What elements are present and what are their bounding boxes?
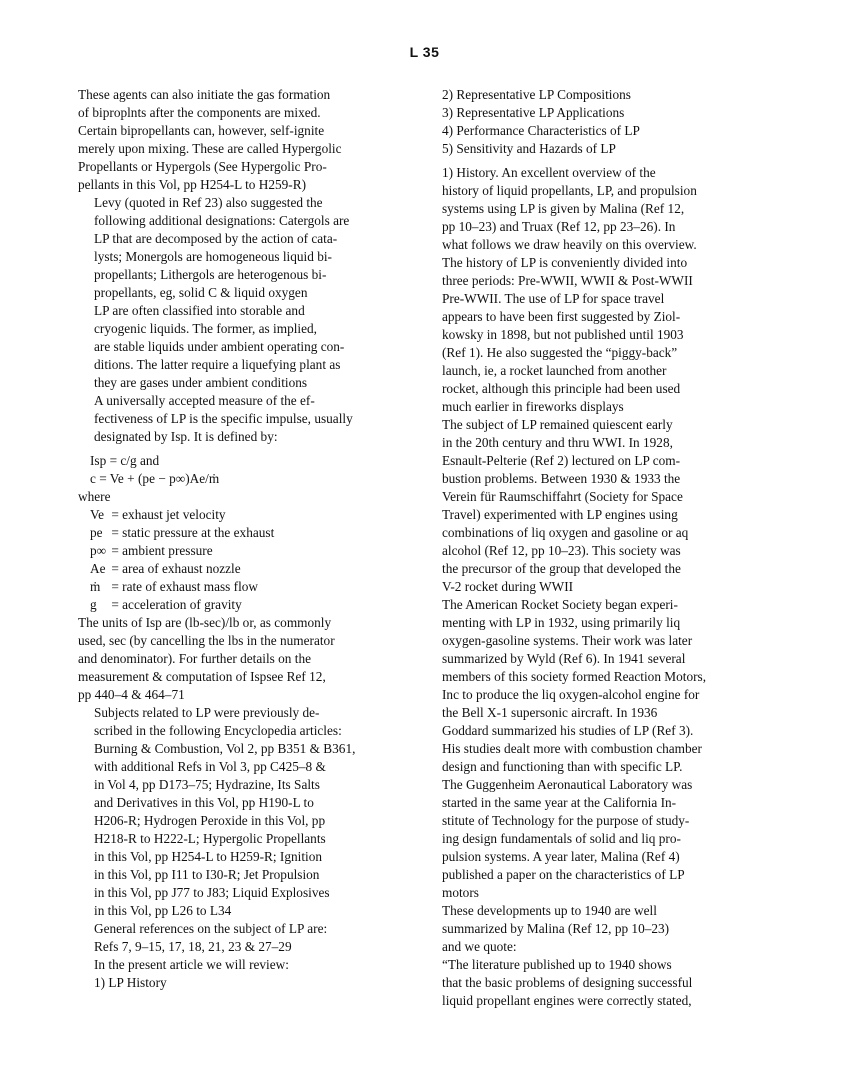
right-paragraph-4: [426, 596, 726, 902]
text-line: 3) Representative LP Applications: [442, 105, 625, 120]
text-line: propellants; Lithergols are heterogenous bi-: [94, 267, 327, 282]
text-line: pulsion systems. A year later, Malina (Ref 4): [442, 849, 680, 864]
left-paragraph-5: [78, 614, 398, 704]
text-line: Goddard summarized his studies of LP (Ref 3).: [442, 723, 694, 738]
text-line: pp 440–4 & 464–71: [78, 687, 185, 702]
text-line: H206-R; Hydrogen Peroxide in this Vol, pp: [94, 813, 326, 828]
text-line: General references on the subject of LP are:: [94, 921, 328, 936]
text-line: summarized by Wyld (Ref 6). In 1941 several: [442, 651, 686, 666]
text-line: alcohol (Ref 12, pp 10–23). This society was: [442, 543, 681, 558]
left-paragraph-2: [78, 194, 398, 302]
text-line: merely upon mixing. These are called Hypergolic: [78, 141, 342, 156]
page-number: L 35: [409, 44, 440, 60]
text-line: These agents can also initiate the gas formation: [78, 87, 331, 102]
text-line: and denominator). For further details on the: [78, 651, 312, 666]
text-line: V-2 rocket during WWII: [442, 579, 574, 594]
prewwii-paragraph: [426, 290, 726, 416]
text-line: The Guggenheim Aeronautical Laboratory was: [442, 777, 693, 792]
text-line: summarized by Malina (Ref 12, pp 10–23): [442, 921, 670, 936]
text-line: bustion problems. Between 1930 & 1933 the: [442, 471, 681, 486]
text-line: stitute of Technology for the purpose of study-: [442, 813, 690, 828]
text-line: systems using LP is given by Malina (Ref 12,: [442, 201, 685, 216]
right-paragraph-3: [426, 416, 726, 596]
definition-row: [78, 578, 398, 596]
text-line: “The literature published up to 1940 shows: [442, 957, 672, 972]
review-item-1: 1) LP History: [94, 975, 167, 990]
text-line: started in the same year at the California In-: [442, 795, 677, 810]
text-line: in this Vol, pp I11 to I30-R; Jet Propulsion: [94, 867, 320, 882]
text-line: The units of Isp are (lb-sec)/lb or, as commonly: [78, 615, 332, 630]
definition-text: = exhaust jet velocity: [108, 507, 226, 522]
definition-symbol: pe: [90, 525, 103, 540]
definition-row: [78, 524, 398, 542]
definition-row: [78, 596, 398, 614]
text-line: Esnault-Pelterie (Ref 2) lectured on LP com-: [442, 453, 681, 468]
text-line: they are gases under ambient conditions: [94, 375, 308, 390]
text-line: (Ref 1). He also suggested the “piggy-back”: [442, 345, 678, 360]
text-line: propellants, eg, solid C & liquid oxygen: [94, 285, 308, 300]
text-line: Refs 7, 9–15, 17, 18, 21, 23 & 27–29: [94, 939, 292, 954]
text-line: what follows we draw heavily on this overview.: [442, 237, 697, 252]
definition-symbol: ṁ: [90, 579, 101, 594]
formula-c: c = Ve + (pe − p∞)Ae/ṁ: [90, 471, 220, 486]
definition-text: = acceleration of gravity: [108, 597, 242, 612]
text-line: The American Rocket Society began experi-: [442, 597, 678, 612]
text-line: Verein für Raumschiffahrt (Society for Space: [442, 489, 683, 504]
text-line: designated by Isp. It is defined by:: [94, 429, 278, 444]
definition-row: [78, 506, 398, 524]
text-line: and we quote:: [442, 939, 517, 954]
text-line: Propellants or Hypergols (See Hypergolic Pro-: [78, 159, 327, 174]
left-column: [78, 86, 398, 992]
text-line: used, sec (by cancelling the lbs in the numerator: [78, 633, 335, 648]
text-line: Burning & Combustion, Vol 2, pp B351 & B361,: [94, 741, 356, 756]
text-line: published a paper on the characteristics of LP: [442, 867, 685, 882]
definition-symbol: p∞: [90, 543, 107, 558]
definition-text: = rate of exhaust mass flow: [108, 579, 259, 594]
text-line: with additional Refs in Vol 3, pp C425–8 &: [94, 759, 326, 774]
text-line: much earlier in fireworks displays: [442, 399, 624, 414]
left-paragraph-1: [78, 86, 398, 194]
right-paragraph-6: [426, 956, 726, 1010]
text-line: lysts; Monergols are homogeneous liquid bi-: [94, 249, 332, 264]
text-line: kowsky in 1898, but not published until 1903: [442, 327, 684, 342]
text-line: members of this society formed Reaction Motors,: [442, 669, 707, 684]
definition-text: = static pressure at the exhaust: [108, 525, 275, 540]
text-line: H218-R to H222-L; Hypergolic Propellants: [94, 831, 326, 846]
definition-symbol: Ve: [90, 507, 105, 522]
text-line: of biproplnts after the components are mixed.: [78, 105, 321, 120]
text-line: 2) Representative LP Compositions: [442, 87, 631, 102]
text-line: Levy (quoted in Ref 23) also suggested the: [94, 195, 323, 210]
text-line: following additional designations: Catergols are: [94, 213, 350, 228]
text-line: 4) Performance Characteristics of LP: [442, 123, 640, 138]
definition-symbol: g: [90, 597, 97, 612]
text-line: pp 10–23) and Truax (Ref 12, pp 23–26). In: [442, 219, 676, 234]
text-line: in Vol 4, pp D173–75; Hydrazine, Its Salts: [94, 777, 320, 792]
text-line: 1) History. An excellent overview of the: [442, 165, 656, 180]
definitions-list: [78, 506, 398, 614]
text-line: LP are often classified into storable and: [94, 303, 305, 318]
text-line: appears to have been first suggested by Ziol-: [442, 309, 681, 324]
text-line: launch, ie, a rocket launched from another: [442, 363, 667, 378]
text-line: rocket, although this principle had been used: [442, 381, 681, 396]
text-line: oxygen-gasoline systems. Their work was later: [442, 633, 693, 648]
text-line: ditions. The latter require a liquefying plant as: [94, 357, 341, 372]
text-line: that the basic problems of designing successful: [442, 975, 693, 990]
text-line: in this Vol, pp H254-L to H259-R; Ignition: [94, 849, 323, 864]
formula-isp: Isp = c/g and: [90, 453, 160, 468]
left-paragraph-3: [78, 302, 398, 392]
review-list: [426, 86, 726, 158]
definition-text: = ambient pressure: [108, 543, 213, 558]
text-line: menting with LP in 1932, using primarily liq: [442, 615, 681, 630]
text-line: In the present article we will review:: [94, 957, 289, 972]
text-line: measurement & computation of Ispsee Ref 12,: [78, 669, 326, 684]
left-paragraph-4: [78, 392, 398, 446]
text-line: in this Vol, pp L26 to L34: [94, 903, 232, 918]
text-line: the precursor of the group that developed the: [442, 561, 681, 576]
text-line: Pre-WWII. The use of LP for space travel: [442, 291, 665, 306]
text-line: The history of LP is conveniently divided into: [442, 255, 688, 270]
text-line: Travel) experimented with LP engines using: [442, 507, 678, 522]
definition-symbol: Ae: [90, 561, 106, 576]
right-column: [426, 86, 726, 1010]
text-line: scribed in the following Encyclopedia articles:: [94, 723, 342, 738]
left-paragraph-8: [78, 956, 398, 974]
text-line: Inc to produce the liq oxygen-alcohol engine for: [442, 687, 700, 702]
history-paragraph: [426, 164, 726, 290]
text-line: liquid propellant engines were correctly stated,: [442, 993, 692, 1008]
text-line: design and functioning than with specific LP.: [442, 759, 683, 774]
text-line: are stable liquids under ambient operating con-: [94, 339, 345, 354]
text-line: Subjects related to LP were previously de-: [94, 705, 320, 720]
text-line: in this Vol, pp J77 to J83; Liquid Explosives: [94, 885, 330, 900]
definition-row: [78, 542, 398, 560]
text-line: history of liquid propellants, LP, and propulsion: [442, 183, 697, 198]
text-line: Certain bipropellants can, however, self-ignite: [78, 123, 325, 138]
text-line: These developments up to 1940 are well: [442, 903, 657, 918]
text-line: fectiveness of LP is the specific impulse, usually: [94, 411, 353, 426]
text-line: and Derivatives in this Vol, pp H190-L to: [94, 795, 314, 810]
text-line: A universally accepted measure of the ef-: [94, 393, 315, 408]
definition-text: = area of exhaust nozzle: [108, 561, 241, 576]
text-line: LP that are decomposed by the action of cata-: [94, 231, 338, 246]
text-line: motors: [442, 885, 479, 900]
right-paragraph-5: [426, 902, 726, 956]
text-line: three periods: Pre-WWII, WWII & Post-WWII: [442, 273, 693, 288]
where-label: where: [78, 489, 111, 504]
text-line: combinations of liq oxygen and gasoline or aq: [442, 525, 689, 540]
text-line: cryogenic liquids. The former, as implied,: [94, 321, 317, 336]
text-line: the Bell X-1 supersonic aircraft. In 1936: [442, 705, 658, 720]
text-line: The subject of LP remained quiescent early: [442, 417, 673, 432]
left-paragraph-7: [78, 920, 398, 956]
text-line: ing design fundamentals of solid and liq pro-: [442, 831, 681, 846]
definition-row: [78, 560, 398, 578]
left-paragraph-6: [78, 704, 398, 920]
text-line: pellants in this Vol, pp H254-L to H259-R): [78, 177, 307, 192]
text-line: His studies dealt more with combustion chamber: [442, 741, 702, 756]
text-line: 5) Sensitivity and Hazards of LP: [442, 141, 616, 156]
text-line: in the 20th century and thru WWI. In 1928,: [442, 435, 673, 450]
